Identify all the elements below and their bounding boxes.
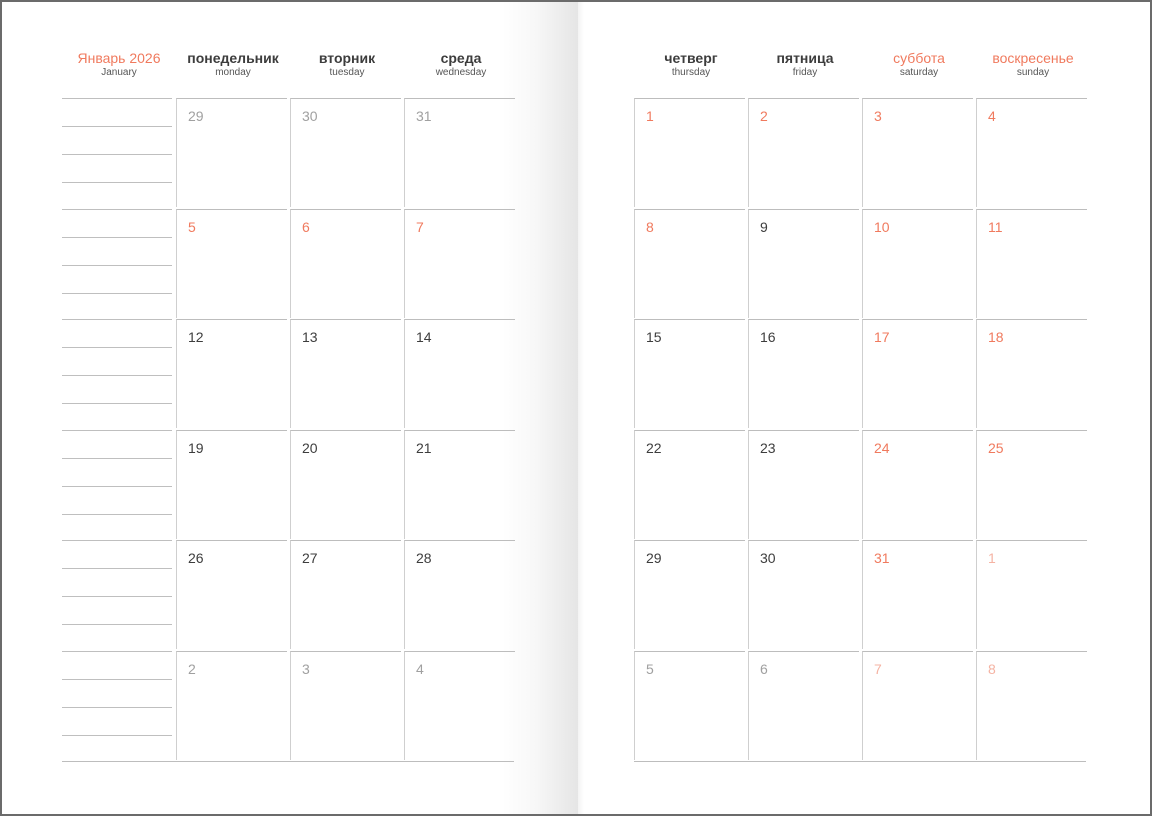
weekday-subtitle: saturday bbox=[899, 67, 939, 78]
month-subtitle: January bbox=[101, 67, 137, 78]
weekday-header-friday bbox=[748, 50, 862, 79]
day-cell[interactable] bbox=[290, 98, 401, 207]
day-number: 3 bbox=[302, 661, 310, 677]
day-number: 23 bbox=[760, 440, 776, 456]
day-number: 20 bbox=[302, 440, 318, 456]
day-number: 16 bbox=[760, 329, 776, 345]
day-number: 6 bbox=[760, 661, 768, 677]
day-number: 29 bbox=[646, 550, 662, 566]
day-cell[interactable] bbox=[976, 98, 1087, 207]
note-line bbox=[62, 486, 172, 487]
day-number: 4 bbox=[988, 108, 996, 124]
weekday-subtitle: friday bbox=[792, 67, 818, 78]
day-cell[interactable] bbox=[634, 430, 745, 539]
day-cell[interactable] bbox=[634, 651, 745, 760]
weekday-name: четверг bbox=[664, 50, 718, 66]
day-number: 5 bbox=[188, 219, 196, 235]
day-number: 11 bbox=[988, 219, 1003, 235]
day-number: 15 bbox=[646, 329, 662, 345]
note-line bbox=[62, 98, 172, 99]
day-cell[interactable] bbox=[176, 540, 287, 649]
day-cell[interactable] bbox=[748, 319, 859, 428]
note-line bbox=[62, 375, 172, 376]
day-cell[interactable] bbox=[748, 430, 859, 539]
day-cell[interactable] bbox=[176, 319, 287, 428]
day-cell[interactable] bbox=[404, 319, 515, 428]
day-number: 4 bbox=[416, 661, 424, 677]
day-number: 2 bbox=[760, 108, 768, 124]
day-number: 17 bbox=[874, 329, 890, 345]
day-cell[interactable] bbox=[404, 209, 515, 318]
weekday-subtitle: thursday bbox=[671, 67, 711, 78]
week-notes-lines bbox=[62, 209, 172, 319]
day-cell[interactable] bbox=[634, 98, 745, 207]
week-notes-lines bbox=[62, 319, 172, 429]
week-notes-lines bbox=[62, 651, 172, 761]
weekday-header-tuesday bbox=[290, 50, 404, 79]
day-cell[interactable] bbox=[176, 430, 287, 539]
day-number: 8 bbox=[646, 219, 654, 235]
day-cell[interactable] bbox=[862, 430, 973, 539]
day-number: 2 bbox=[188, 661, 196, 677]
day-number: 18 bbox=[988, 329, 1004, 345]
day-number: 30 bbox=[760, 550, 776, 566]
day-cell[interactable] bbox=[290, 430, 401, 539]
day-cell[interactable] bbox=[976, 430, 1087, 539]
note-line bbox=[62, 209, 172, 210]
day-number: 22 bbox=[646, 440, 662, 456]
day-number: 26 bbox=[188, 550, 204, 566]
day-cell[interactable] bbox=[176, 651, 287, 760]
day-cell[interactable] bbox=[748, 209, 859, 318]
weekday-name: пятница bbox=[776, 50, 834, 66]
month-title bbox=[62, 50, 176, 79]
week-notes-lines bbox=[62, 98, 172, 208]
note-line bbox=[62, 707, 172, 708]
day-cell[interactable] bbox=[634, 319, 745, 428]
note-line bbox=[62, 319, 172, 320]
day-number: 21 bbox=[416, 440, 432, 456]
day-cell[interactable] bbox=[862, 651, 973, 760]
note-line bbox=[62, 596, 172, 597]
day-number: 9 bbox=[760, 219, 768, 235]
day-cell[interactable] bbox=[290, 540, 401, 649]
note-line bbox=[62, 182, 172, 183]
day-number: 6 bbox=[302, 219, 310, 235]
day-cell[interactable] bbox=[976, 540, 1087, 649]
day-cell[interactable] bbox=[404, 98, 515, 207]
day-cell[interactable] bbox=[176, 209, 287, 318]
note-line bbox=[62, 514, 172, 515]
day-number: 13 bbox=[302, 329, 318, 345]
day-cell[interactable] bbox=[176, 98, 287, 207]
weekday-header-wednesday bbox=[404, 50, 518, 79]
day-cell[interactable] bbox=[404, 430, 515, 539]
day-number: 8 bbox=[988, 661, 996, 677]
week-notes-lines bbox=[62, 430, 172, 540]
note-line bbox=[62, 347, 172, 348]
day-cell[interactable] bbox=[862, 98, 973, 207]
note-line bbox=[62, 126, 172, 127]
note-line bbox=[62, 651, 172, 652]
day-number: 1 bbox=[646, 108, 654, 124]
weekday-header-sunday bbox=[976, 50, 1090, 79]
grid-bottom-line bbox=[634, 761, 1086, 762]
day-cell[interactable] bbox=[976, 209, 1087, 318]
day-number: 29 bbox=[188, 108, 204, 124]
day-cell[interactable] bbox=[290, 651, 401, 760]
day-cell[interactable] bbox=[862, 540, 973, 649]
day-cell[interactable] bbox=[976, 319, 1087, 428]
month-name: Январь 2026 bbox=[77, 50, 161, 66]
day-number: 19 bbox=[188, 440, 204, 456]
day-cell[interactable] bbox=[862, 319, 973, 428]
weekday-header-thursday bbox=[634, 50, 748, 79]
day-cell[interactable] bbox=[404, 540, 515, 649]
day-cell[interactable] bbox=[634, 540, 745, 649]
note-line bbox=[62, 154, 172, 155]
note-line bbox=[62, 458, 172, 459]
note-line bbox=[62, 237, 172, 238]
note-line bbox=[62, 293, 172, 294]
day-number: 1 bbox=[988, 550, 996, 566]
note-line bbox=[62, 540, 172, 541]
weekday-name: понедельник bbox=[187, 50, 279, 66]
day-number: 28 bbox=[416, 550, 432, 566]
weekday-subtitle: wednesday bbox=[435, 67, 487, 78]
day-number: 5 bbox=[646, 661, 654, 677]
day-number: 31 bbox=[874, 550, 890, 566]
weekday-subtitle: sunday bbox=[1016, 67, 1050, 78]
note-line bbox=[62, 265, 172, 266]
day-cell[interactable] bbox=[748, 98, 859, 207]
day-number: 27 bbox=[302, 550, 318, 566]
grid-bottom-line bbox=[62, 761, 514, 762]
day-cell[interactable] bbox=[976, 651, 1087, 760]
day-number: 14 bbox=[416, 329, 432, 345]
day-number: 3 bbox=[874, 108, 882, 124]
day-cell[interactable] bbox=[748, 651, 859, 760]
day-number: 24 bbox=[874, 440, 890, 456]
weekday-name: среда bbox=[440, 50, 482, 66]
weekday-subtitle: monday bbox=[215, 67, 251, 78]
page-gutter-edge bbox=[578, 2, 584, 814]
day-number: 7 bbox=[416, 219, 424, 235]
weekday-name: воскресенье bbox=[992, 50, 1074, 66]
weekday-name: суббота bbox=[893, 50, 945, 66]
day-number: 10 bbox=[874, 219, 890, 235]
weekday-header-saturday bbox=[862, 50, 976, 79]
day-cell[interactable] bbox=[748, 540, 859, 649]
day-number: 31 bbox=[416, 108, 432, 124]
note-line bbox=[62, 430, 172, 431]
weekday-subtitle: tuesday bbox=[329, 67, 365, 78]
note-line bbox=[62, 403, 172, 404]
day-number: 12 bbox=[188, 329, 204, 345]
weekday-name: вторник bbox=[318, 50, 376, 66]
note-line bbox=[62, 568, 172, 569]
note-line bbox=[62, 679, 172, 680]
day-cell[interactable] bbox=[404, 651, 515, 760]
day-cell[interactable] bbox=[290, 209, 401, 318]
day-number: 25 bbox=[988, 440, 1004, 456]
weekday-header-monday bbox=[176, 50, 290, 79]
day-cell[interactable] bbox=[634, 209, 745, 318]
note-line bbox=[62, 624, 172, 625]
day-cell[interactable] bbox=[862, 209, 973, 318]
day-cell[interactable] bbox=[290, 319, 401, 428]
week-notes-lines bbox=[62, 540, 172, 650]
day-number: 30 bbox=[302, 108, 318, 124]
day-number: 7 bbox=[874, 661, 882, 677]
note-line bbox=[62, 735, 172, 736]
